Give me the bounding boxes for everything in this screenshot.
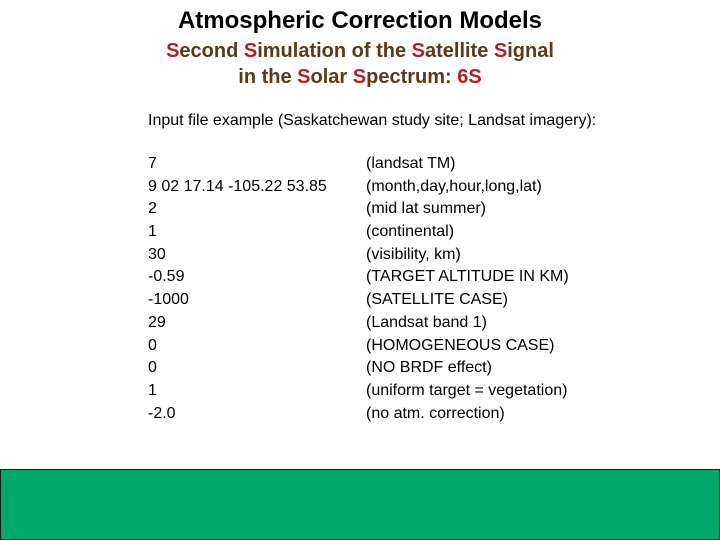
subtitle-text: imulation of the <box>257 40 412 62</box>
input-line <box>0 335 720 358</box>
input-value: 1 <box>148 223 157 241</box>
input-line <box>0 266 720 289</box>
subtitle-capital-letter: S <box>243 40 258 62</box>
subtitle-capital-letter: S <box>166 40 180 62</box>
input-line <box>0 176 720 199</box>
input-description: (no atm. correction) <box>366 404 505 422</box>
footer-band <box>0 469 720 540</box>
input-value: 1 <box>148 381 157 399</box>
input-file-listing <box>0 153 720 425</box>
input-description: (visibility, km) <box>366 245 461 263</box>
input-description: (continental) <box>366 223 455 241</box>
input-value: -2.0 <box>148 404 176 422</box>
input-description: (month,day,hour,long,lat) <box>366 177 542 195</box>
slide-title: Atmospheric Correction Models <box>177 7 543 34</box>
input-description: (landsat TM) <box>366 155 456 172</box>
input-description: (mid lat summer) <box>366 200 487 218</box>
input-line <box>0 357 720 380</box>
input-description: (HOMOGENEOUS CASE) <box>366 336 555 354</box>
input-value: 30 <box>148 245 166 263</box>
subtitle-line-1 <box>0 38 720 64</box>
input-line <box>0 153 720 176</box>
input-value: -0.59 <box>148 268 185 286</box>
subtitle-capital-letter: S <box>352 66 367 88</box>
subtitle-text: pectrum: <box>366 66 458 88</box>
subtitle-text: olar <box>310 66 353 88</box>
input-description: (uniform target = vegetation) <box>366 381 568 399</box>
input-line <box>0 312 720 335</box>
subtitle-text: econd <box>179 40 244 62</box>
input-line <box>0 403 720 426</box>
input-line <box>0 221 720 244</box>
input-file-intro: Input file example (Saskatchewan study site; Landsat imagery): <box>148 112 597 129</box>
input-line <box>0 198 720 221</box>
input-value: 0 <box>148 336 157 354</box>
subtitle-capital-letter: S <box>297 66 311 88</box>
input-value: 29 <box>148 313 166 331</box>
input-description: (Landsat band 1) <box>366 313 487 331</box>
subtitle-line-2 <box>0 64 720 90</box>
input-value: 7 <box>148 155 157 172</box>
input-line <box>0 244 720 267</box>
subtitle-text: ignal <box>507 40 554 62</box>
input-description: (NO BRDF effect) <box>366 359 492 377</box>
input-value: -1000 <box>148 291 189 309</box>
input-value: 2 <box>148 200 157 218</box>
subtitle-text: in the <box>238 66 298 88</box>
input-line <box>0 289 720 312</box>
input-value: 0 <box>148 359 157 377</box>
subtitle-capital-letter: S <box>411 40 425 62</box>
input-description: (TARGET ALTITUDE IN KM) <box>366 268 569 286</box>
subtitle-capital-letter: 6S <box>457 66 482 88</box>
subtitle-capital-letter: S <box>493 40 508 62</box>
input-value: 9 02 17.14 -105.22 53.85 <box>148 177 327 195</box>
slide-subtitle <box>0 38 720 90</box>
input-line <box>0 380 720 403</box>
input-description: (SATELLITE CASE) <box>366 291 508 309</box>
subtitle-text: atellite <box>424 40 494 62</box>
